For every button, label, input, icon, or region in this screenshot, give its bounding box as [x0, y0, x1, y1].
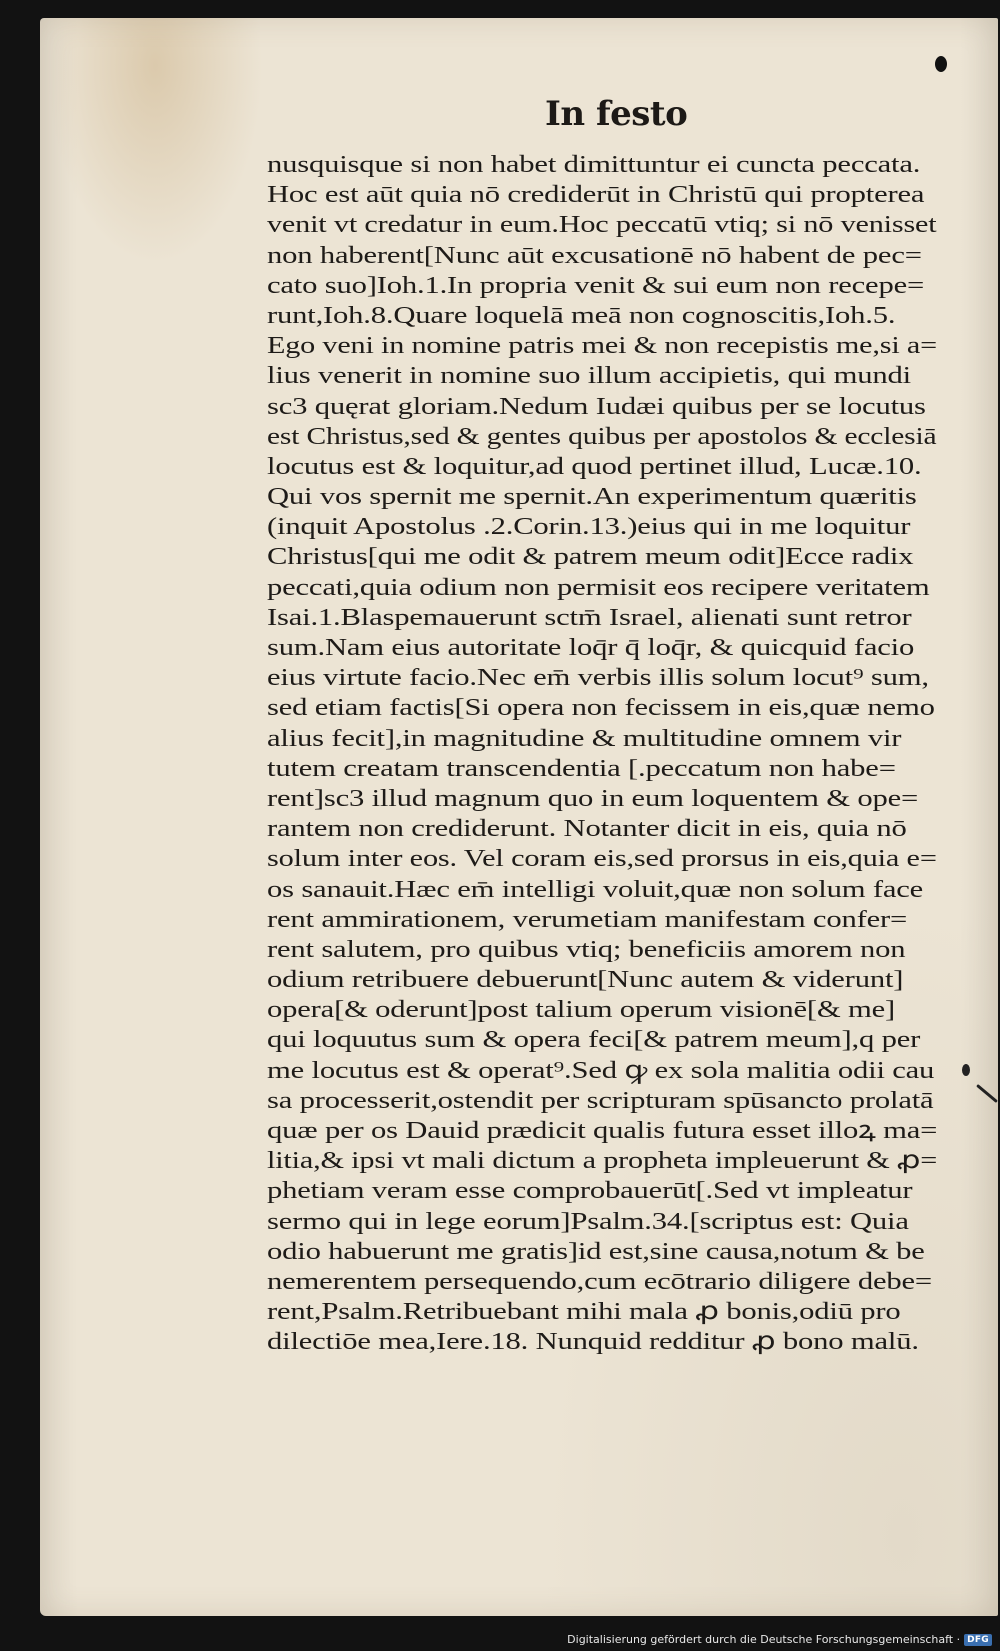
text-line: rent ammirationem, verumetiam manifestam confer= [267, 905, 908, 933]
text-line: lius venerit in nomine suo illum accipietis, qui mundi [267, 362, 911, 390]
text-line: odio habuerunt me gratis]id est,sine causa,notum & be [267, 1237, 925, 1265]
text-line: rent salutem, pro quibus vtiq; beneficiis amorem non [267, 935, 906, 963]
body-text [267, 150, 937, 1358]
text-line: locutus est & loquitur,ad quod pertinet illud, Lucæ.10. [267, 452, 922, 480]
text-line: litia,& ipsi vt mali dictum a propheta impleuerunt & ꝓ= [267, 1147, 938, 1175]
text-line: qui loquutus sum & opera feci[& patrem meum],q per [267, 1026, 921, 1054]
text-line: Isai.1.Blaspemauerunt sctm̄ Israel, alienati sunt retror [267, 603, 912, 631]
text-line: Ego veni in nomine patris mei & non recepistis me,si a= [267, 332, 937, 360]
text-line: dilectiōe mea,Iere.18. Nunquid redditur ꝓ bono malū. [267, 1328, 919, 1356]
text-line: venit vt credatur in eum.Hoc peccatū vtiq; si nō venisset [267, 211, 937, 239]
text-line: tutem creatam transcendentia [.peccatum non habe= [267, 754, 896, 782]
text-line: est Christus,sed & gentes quibus per apostolos & ecclesiā [267, 422, 937, 450]
text-line: sum.Nam eius autoritate loq̄r q̄ loq̄r, & quicquid facio [267, 634, 915, 661]
text-line: Christus[qui me odit & patrem meum odit]Ecce radix [267, 543, 914, 571]
text-line: me locutus est & operat⁹.Sed ꝙ ex sola malitia odii cau [267, 1056, 935, 1084]
text-line: rantem non crediderunt. Notanter dicit in eis, quia nō [267, 815, 907, 843]
credit-text: Digitalisierung gefördert durch die Deutsche Forschungsgemeinschaft · [567, 1633, 961, 1646]
text-line: runt,Ioh.8.Quare loquelā meā non cognoscitis,Ioh.5. [267, 301, 896, 329]
text-line: sc3 quęrat gloriam.Nedum Iudæi quibus per se locutus [267, 392, 926, 420]
digitization-credit [567, 1633, 992, 1646]
text-line: (inquit Apostolus .2.Corin.13.)eius qui in me loquitur [267, 513, 911, 541]
text-line: os sanauit.Hæc em̄ intelligi voluit,quæ non solum face [267, 875, 924, 903]
text-line: non haberent[Nunc aūt excusationē nō habent de pec= [267, 241, 922, 269]
text-line: nemerentem persequendo,cum ecōtrario diligere debe= [267, 1267, 932, 1295]
text-line: Hoc est aūt quia nō crediderūt in Christū qui propterea [267, 181, 925, 209]
book-page [40, 18, 998, 1616]
text-line: cato suo]Ioh.1.In propria venit & sui eum non recepe= [267, 271, 925, 299]
text-line: rent,Psalm.Retribuebant mihi mala ꝓ bonis,odiū pro [267, 1298, 901, 1326]
text-line: peccati,quia odium non permisit eos recipere veritatem [267, 573, 930, 601]
dfg-logo: DFG [964, 1634, 992, 1646]
page-hole [935, 56, 947, 72]
text-line: rent]sc3 illud magnum quo in eum loquentem & ope= [267, 784, 919, 812]
text-line: Qui vos spernit me spernit.An experimentum quæritis [267, 483, 917, 511]
text-line: quæ per os Dauid prædicit qualis futura esset illoꝝ ma= [267, 1117, 938, 1144]
edge-stain [962, 1064, 970, 1076]
text-line: phetiam veram esse comprobauerūt[.Sed vt impleatur [267, 1177, 913, 1205]
text-line: solum inter eos. Vel coram eis,sed prorsus in eis,quia e= [267, 845, 937, 873]
running-head: In festo [545, 94, 688, 134]
text-line: nusquisque si non habet dimittuntur ei cuncta peccata. [267, 151, 921, 178]
text-line: odium retribuere debuerunt[Nunc autem & viderunt] [267, 966, 904, 994]
text-line: sa processerit,ostendit per scripturam spūsancto prolatā [267, 1086, 934, 1114]
text-line: opera[& oderunt]post talium operum visionē[& me] [267, 996, 896, 1024]
text-line: eius virtute facio.Nec em̄ verbis illis solum locut⁹ sum, [267, 664, 929, 692]
text-line: sermo qui in lege eorum]Psalm.34.[scriptus est: Quia [267, 1207, 909, 1235]
text-line: alius fecit],in magnitudine & multitudine omnem vir [267, 724, 902, 752]
text-line: sed etiam factis[Si opera non fecissem in eis,quæ nemo [267, 694, 935, 722]
